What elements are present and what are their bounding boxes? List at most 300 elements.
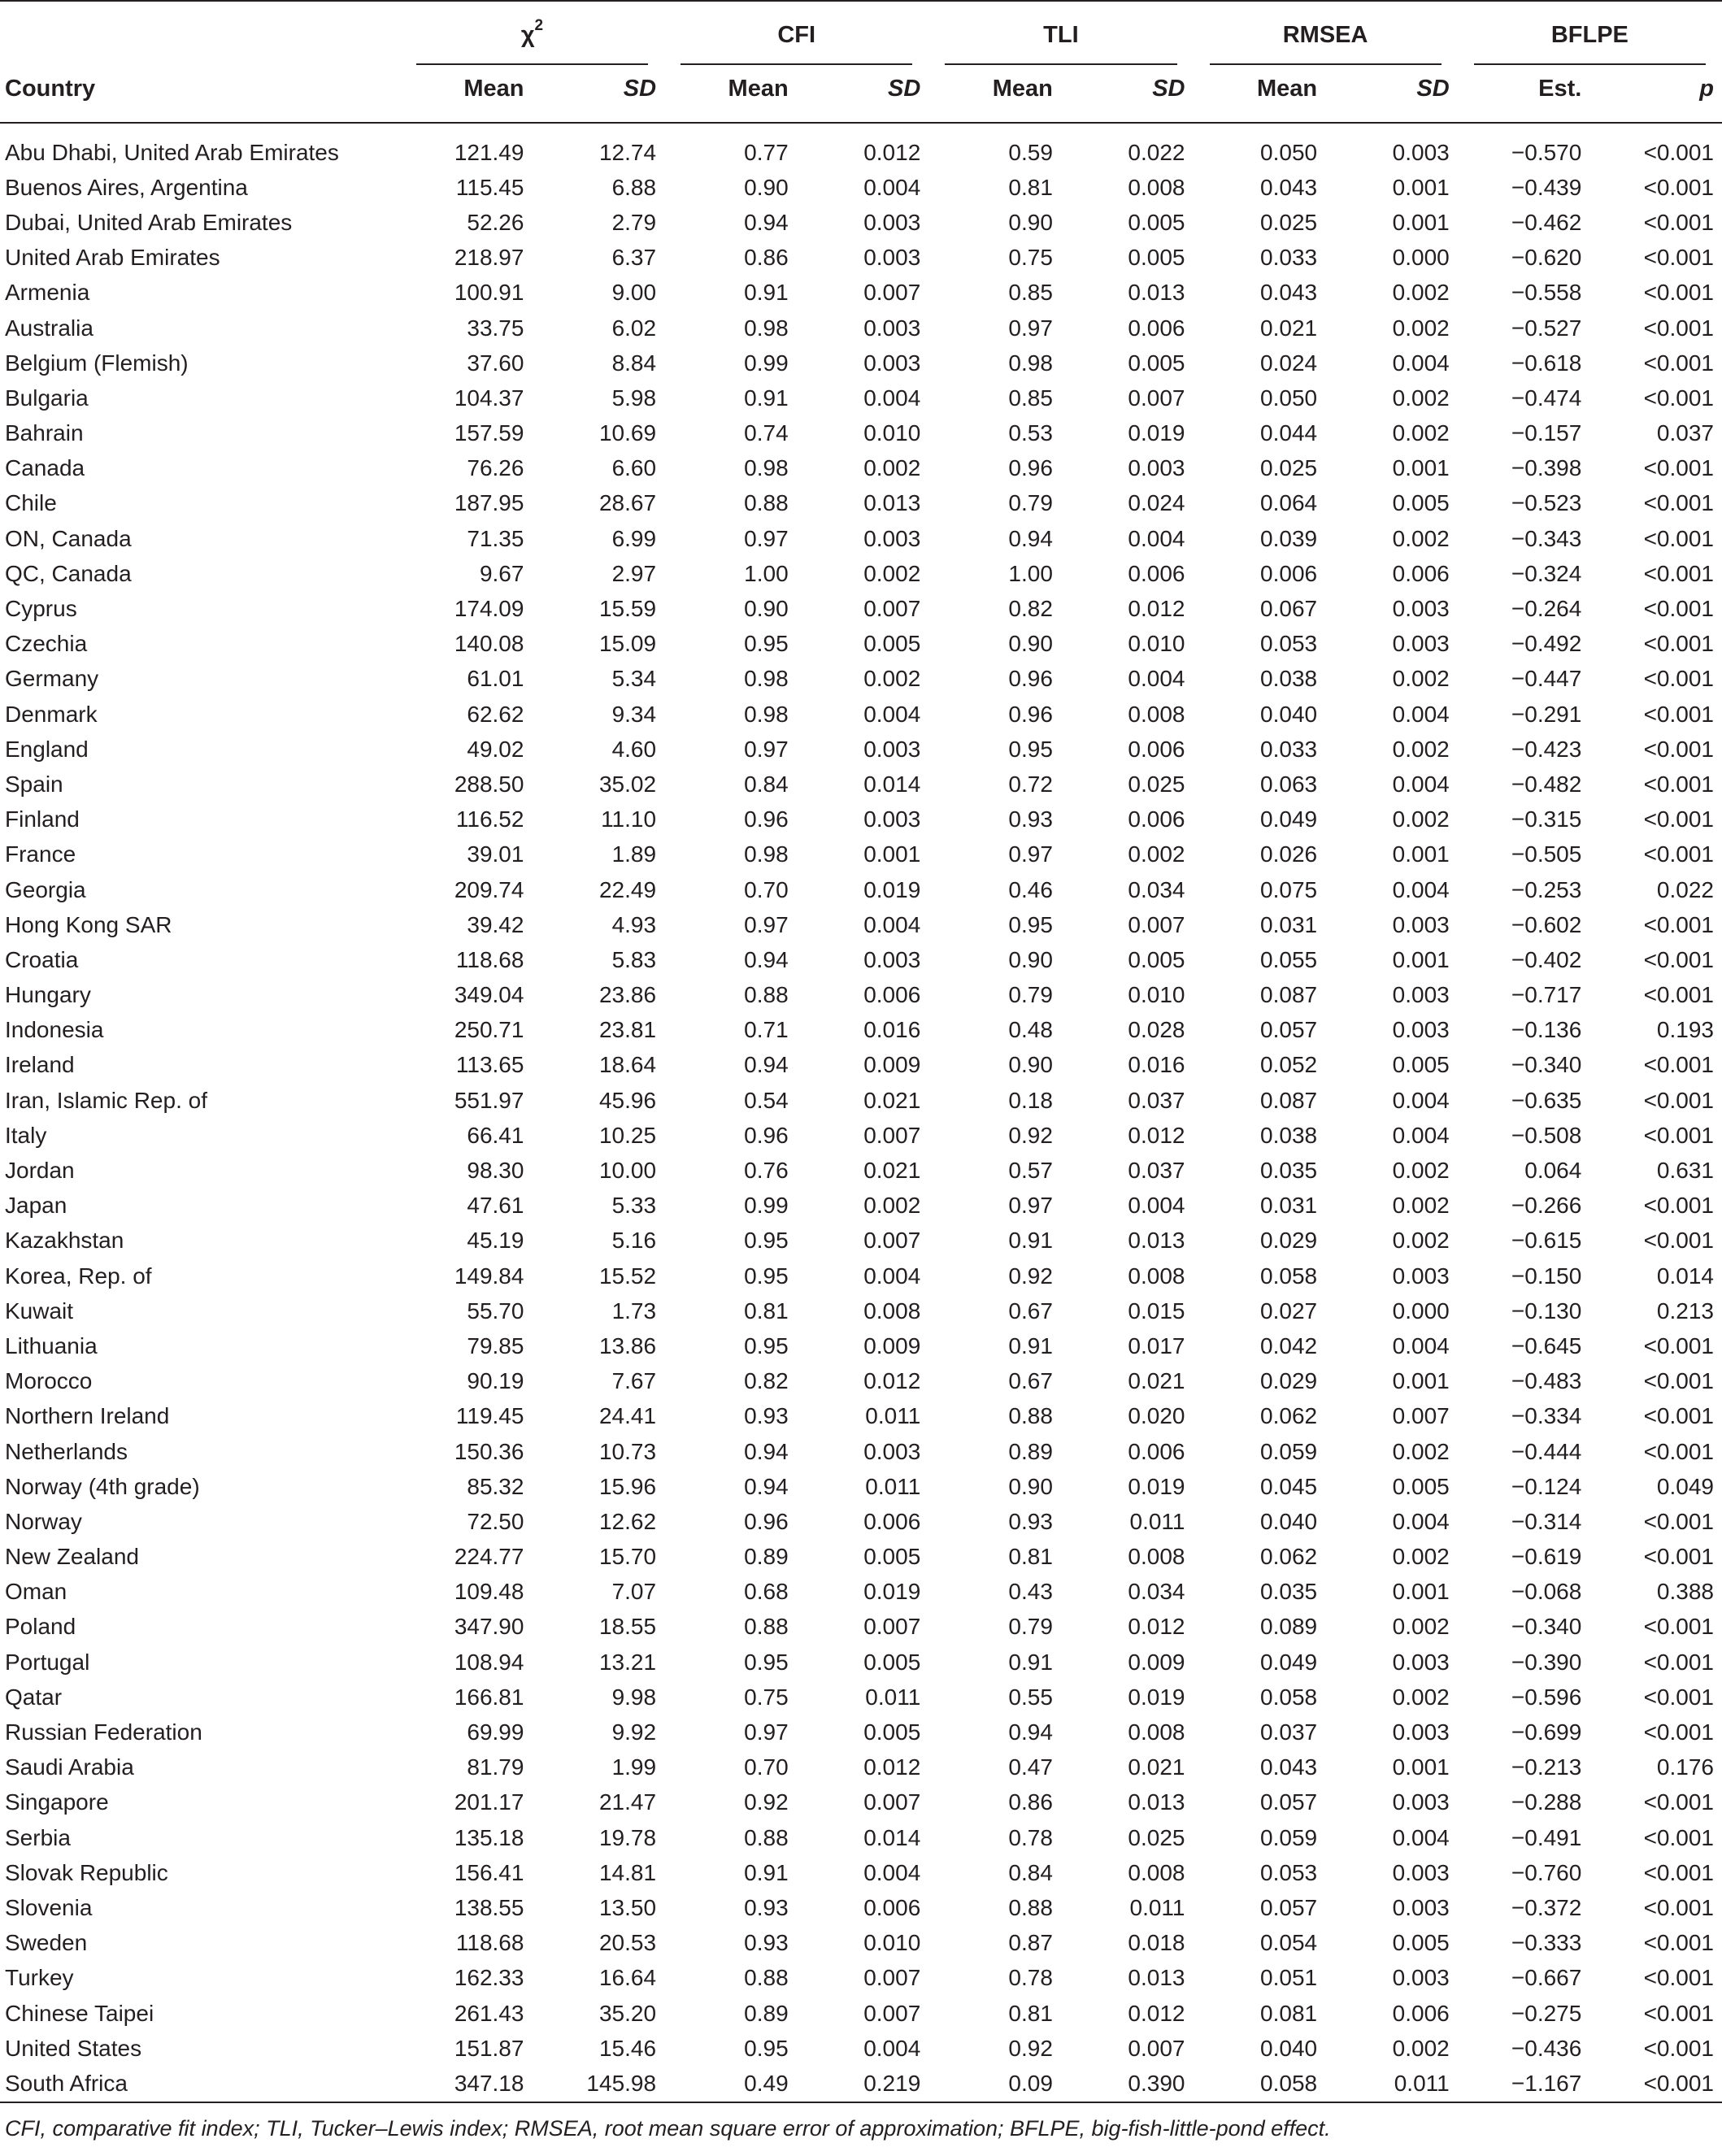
cell-rmsea-mean: 0.035 [1260,1158,1318,1184]
cell-rmsea-mean: 0.025 [1260,455,1318,481]
cell-cfi-mean: 0.93 [744,1930,789,1956]
cell-cfi-sd: 0.004 [863,1263,921,1289]
cell-bflpe-p: <0.001 [1643,1965,1714,1991]
cell-bflpe-est: 0.064 [1524,1158,1582,1184]
cell-rmsea-sd: 0.002 [1392,806,1450,832]
column-header-rmsea-sd: SD [1416,75,1450,102]
cell-cfi-sd: 0.002 [863,666,921,692]
cell-chi2-sd: 28.67 [598,490,657,516]
cell-tli-sd: 0.006 [1128,1438,1185,1464]
cell-country: Buenos Aires, Argentina [5,174,248,200]
cell-cfi-sd: 0.003 [863,245,921,271]
cell-chi2-sd: 35.02 [598,771,657,797]
cell-bflpe-est: −0.618 [1511,350,1582,376]
table-row [0,1083,1722,1118]
cell-cfi-sd: 0.021 [863,1087,921,1113]
cell-country: Norway (4th grade) [5,1473,200,1499]
cell-rmsea-sd: 0.000 [1392,245,1450,271]
cell-cfi-mean: 0.99 [744,1193,789,1219]
cell-chi2-mean: 201.17 [454,1789,524,1815]
cell-tli-mean: 0.97 [1008,841,1053,867]
cell-country: Denmark [5,701,98,727]
cell-rmsea-mean: 0.040 [1260,701,1318,727]
table-row [0,732,1722,767]
cell-cfi-sd: 0.007 [863,2000,921,2026]
cell-bflpe-est: −0.491 [1511,1824,1582,1850]
cell-bflpe-est: −0.340 [1511,1614,1582,1640]
cell-tli-sd: 0.025 [1128,1824,1185,1850]
cell-rmsea-mean: 0.053 [1260,631,1318,657]
cell-chi2-sd: 10.25 [598,1122,657,1148]
cell-rmsea-mean: 0.055 [1260,946,1318,972]
cell-chi2-sd: 10.69 [598,420,657,446]
cell-tli-sd: 0.013 [1128,1965,1185,1991]
cell-bflpe-p: <0.001 [1643,209,1714,235]
cell-rmsea-mean: 0.031 [1260,911,1318,937]
cell-tli-mean: 0.93 [1008,806,1053,832]
cell-cfi-mean: 0.98 [744,455,789,481]
cell-tli-mean: 0.87 [1008,1930,1053,1956]
cell-rmsea-sd: 0.003 [1392,982,1450,1008]
cell-rmsea-sd: 0.002 [1392,315,1450,341]
cell-cfi-sd: 0.011 [865,1684,921,1710]
table-row [0,1715,1722,1750]
cell-chi2-sd: 145.98 [586,2070,657,2096]
cell-bflpe-p: <0.001 [1643,525,1714,551]
cell-cfi-mean: 0.97 [744,525,789,551]
cell-cfi-sd: 0.012 [863,1754,921,1780]
cell-cfi-sd: 0.021 [863,1158,921,1184]
cell-country: Sweden [5,1930,88,1956]
cell-cfi-sd: 0.003 [863,525,921,551]
header-rule [0,123,1722,135]
cell-rmsea-sd: 0.003 [1392,1965,1450,1991]
cell-country: Japan [5,1193,67,1219]
cell-country: South Africa [5,2070,128,2096]
cell-rmsea-mean: 0.064 [1260,490,1318,516]
table-row [0,1820,1722,1855]
cell-bflpe-p: <0.001 [1643,174,1714,200]
cell-bflpe-p: <0.001 [1643,911,1714,937]
table-row [0,1785,1722,1820]
cell-tli-sd: 0.008 [1128,1263,1185,1289]
cell-cfi-sd: 0.004 [863,385,921,411]
cell-country: Belgium (Flemish) [5,350,189,376]
cell-rmsea-sd: 0.002 [1392,1438,1450,1464]
cell-rmsea-sd: 0.001 [1392,209,1450,235]
table-row [0,346,1722,380]
cell-rmsea-mean: 0.062 [1260,1403,1318,1429]
group-header-cfi: CFI [664,15,928,55]
cell-chi2-sd: 23.86 [598,982,657,1008]
cell-rmsea-sd: 0.003 [1392,1649,1450,1675]
cell-tli-sd: 0.017 [1128,1332,1185,1358]
cell-chi2-sd: 9.92 [611,1719,657,1745]
cell-bflpe-est: −0.314 [1511,1508,1582,1534]
cell-tli-mean: 0.55 [1008,1684,1053,1710]
cell-cfi-sd: 0.019 [863,1579,921,1605]
cell-rmsea-mean: 0.026 [1260,841,1318,867]
cell-cfi-mean: 0.88 [744,1614,789,1640]
cell-rmsea-sd: 0.001 [1392,174,1450,200]
table-row [0,170,1722,205]
cell-cfi-sd: 0.007 [863,1122,921,1148]
cell-chi2-mean: 104.37 [454,385,524,411]
cell-chi2-mean: 37.60 [467,350,524,376]
cell-rmsea-mean: 0.044 [1260,420,1318,446]
cell-rmsea-mean: 0.039 [1260,525,1318,551]
cell-tli-mean: 0.90 [1008,1473,1053,1499]
group-header-tli: TLI [928,15,1193,55]
cell-tli-mean: 0.57 [1008,1158,1053,1184]
cell-rmsea-sd: 0.002 [1392,736,1450,762]
cell-rmsea-sd: 0.004 [1392,1824,1450,1850]
cell-bflpe-p: <0.001 [1643,280,1714,306]
cell-rmsea-mean: 0.043 [1260,280,1318,306]
cell-chi2-sd: 2.79 [611,209,657,235]
cell-bflpe-p: <0.001 [1643,1052,1714,1078]
cell-country: Canada [5,455,85,481]
cell-tli-mean: 0.96 [1008,666,1053,692]
cell-tli-sd: 0.012 [1128,1614,1185,1640]
cell-tli-mean: 0.75 [1008,245,1053,271]
cell-bflpe-est: −0.390 [1511,1649,1582,1675]
cell-rmsea-mean: 0.006 [1260,560,1318,586]
cell-tli-mean: 0.96 [1008,455,1053,481]
cell-bflpe-p: <0.001 [1643,1789,1714,1815]
cell-tli-sd: 0.009 [1128,1649,1185,1675]
cell-rmsea-mean: 0.089 [1260,1614,1318,1640]
cell-chi2-mean: 118.68 [455,946,524,972]
cell-cfi-mean: 0.98 [744,666,789,692]
cell-rmsea-mean: 0.035 [1260,1579,1318,1605]
cell-chi2-sd: 6.88 [611,174,657,200]
cell-country: Lithuania [5,1332,98,1358]
cell-bflpe-est: −0.398 [1511,455,1582,481]
cell-rmsea-mean: 0.057 [1260,1894,1318,1920]
cell-chi2-mean: 90.19 [467,1368,524,1394]
cell-tli-mean: 0.85 [1008,280,1053,306]
column-header-bflpe-p: p [1699,75,1714,102]
table-row [0,1399,1722,1434]
cell-rmsea-mean: 0.040 [1260,2035,1318,2061]
cell-cfi-sd: 0.011 [865,1473,921,1499]
cell-tli-mean: 0.43 [1008,1579,1053,1605]
cell-bflpe-p: <0.001 [1643,1368,1714,1394]
cell-cfi-sd: 0.002 [863,1193,921,1219]
cell-bflpe-p: 0.014 [1656,1263,1714,1289]
cell-cfi-mean: 0.90 [744,596,789,622]
cell-tli-mean: 0.92 [1008,2035,1053,2061]
cell-chi2-sd: 6.02 [611,315,657,341]
cell-rmsea-mean: 0.051 [1260,1965,1318,1991]
cell-tli-mean: 0.78 [1008,1824,1053,1850]
cell-rmsea-sd: 0.004 [1392,876,1450,902]
cell-rmsea-sd: 0.011 [1394,2070,1450,2096]
cell-chi2-mean: 156.41 [454,1859,524,1885]
cell-country: Georgia [5,876,86,902]
cell-rmsea-mean: 0.021 [1260,315,1318,341]
cell-chi2-sd: 18.55 [598,1614,657,1640]
cell-bflpe-est: −0.275 [1511,2000,1582,2026]
cell-rmsea-sd: 0.000 [1392,1298,1450,1324]
cell-cfi-mean: 0.91 [744,280,789,306]
cell-bflpe-p: <0.001 [1643,946,1714,972]
cell-bflpe-est: −0.474 [1511,385,1582,411]
cell-rmsea-sd: 0.002 [1392,1228,1450,1254]
cell-tli-mean: 0.09 [1008,2070,1053,2096]
cell-bflpe-p: <0.001 [1643,1087,1714,1113]
cell-cfi-mean: 0.68 [744,1579,789,1605]
cell-chi2-mean: 174.09 [454,596,524,622]
cell-chi2-mean: 49.02 [467,736,524,762]
cell-chi2-sd: 6.60 [611,455,657,481]
cell-bflpe-est: −0.334 [1511,1403,1582,1429]
cell-tli-sd: 0.005 [1128,209,1185,235]
cell-bflpe-est: −0.253 [1511,876,1582,902]
table-row [0,1996,1722,2031]
cell-rmsea-mean: 0.087 [1260,982,1318,1008]
cell-rmsea-sd: 0.002 [1392,1193,1450,1219]
cell-chi2-mean: 113.65 [455,1052,524,1078]
cell-tli-sd: 0.008 [1128,1544,1185,1570]
cell-bflpe-p: 0.049 [1656,1473,1714,1499]
cell-cfi-sd: 0.009 [863,1332,921,1358]
cell-chi2-sd: 9.98 [611,1684,657,1710]
cell-tli-mean: 0.84 [1008,1859,1053,1885]
cell-bflpe-est: −0.619 [1511,1544,1582,1570]
cell-bflpe-p: 0.388 [1656,1579,1714,1605]
cell-country: Northern Ireland [5,1403,170,1429]
cell-cfi-sd: 0.004 [863,2035,921,2061]
table-row [0,697,1722,732]
cell-country: France [5,841,76,867]
cell-tli-mean: 0.46 [1008,876,1053,902]
cell-chi2-mean: 55.70 [467,1298,524,1324]
cell-tli-sd: 0.008 [1128,701,1185,727]
cell-bflpe-est: −0.596 [1511,1684,1582,1710]
column-header-chi2-mean: Mean [463,75,524,102]
group-header-chi2: $\chi^2$ [400,15,664,55]
cell-tli-mean: 0.79 [1008,982,1053,1008]
cell-chi2-sd: 4.60 [611,736,657,762]
cell-cfi-sd: 0.010 [863,1930,921,1956]
cell-rmsea-mean: 0.031 [1260,1193,1318,1219]
cell-cfi-sd: 0.004 [863,701,921,727]
cell-rmsea-mean: 0.033 [1260,736,1318,762]
cell-chi2-mean: 288.50 [454,771,524,797]
cell-chi2-mean: 209.74 [454,876,524,902]
cell-tli-sd: 0.028 [1128,1017,1185,1043]
cell-bflpe-p: <0.001 [1643,2035,1714,2061]
top-rule [0,1,1722,15]
cell-country: United States [5,2035,142,2061]
cell-chi2-sd: 15.70 [598,1544,657,1570]
cell-country: Portugal [5,1649,90,1675]
cell-rmsea-mean: 0.024 [1260,350,1318,376]
cell-bflpe-est: −0.699 [1511,1719,1582,1745]
cell-bflpe-p: <0.001 [1643,315,1714,341]
cell-rmsea-sd: 0.002 [1392,1684,1450,1710]
cell-cfi-mean: 0.96 [744,806,789,832]
cell-cfi-sd: 0.006 [863,1508,921,1534]
cell-cfi-mean: 0.70 [744,876,789,902]
cell-bflpe-est: −0.523 [1511,490,1582,516]
cell-cfi-mean: 0.88 [744,490,789,516]
cell-bflpe-p: <0.001 [1643,1649,1714,1675]
cell-rmsea-mean: 0.040 [1260,1508,1318,1534]
cell-tli-mean: 0.90 [1008,209,1053,235]
cell-tli-sd: 0.002 [1128,841,1185,867]
cell-chi2-sd: 18.64 [598,1052,657,1078]
cell-bflpe-p: <0.001 [1643,1228,1714,1254]
table-row [0,205,1722,240]
cell-tli-sd: 0.013 [1128,1789,1185,1815]
cell-chi2-sd: 6.37 [611,245,657,271]
cell-rmsea-sd: 0.001 [1392,841,1450,867]
cell-chi2-sd: 13.21 [598,1649,657,1675]
cell-chi2-mean: 151.87 [454,2035,524,2061]
cell-bflpe-est: −0.343 [1511,525,1582,551]
cell-tli-mean: 0.95 [1008,736,1053,762]
cell-chi2-mean: 119.45 [455,1403,524,1429]
cell-rmsea-sd: 0.005 [1392,1930,1450,1956]
cell-chi2-sd: 7.67 [611,1368,657,1394]
cell-bflpe-est: −0.717 [1511,982,1582,1008]
cell-country: Kazakhstan [5,1228,124,1254]
cell-cfi-mean: 0.93 [744,1894,789,1920]
cell-bflpe-est: −1.167 [1511,2070,1582,2096]
cell-bflpe-p: <0.001 [1643,1403,1714,1429]
cell-rmsea-sd: 0.003 [1392,1789,1450,1815]
cell-tli-sd: 0.012 [1128,596,1185,622]
column-header-tli-sd: SD [1152,75,1185,102]
cell-cfi-mean: 0.88 [744,1824,789,1850]
cell-rmsea-sd: 0.002 [1392,2035,1450,2061]
cell-tli-sd: 0.024 [1128,490,1185,516]
cell-rmsea-sd: 0.002 [1392,1158,1450,1184]
cell-bflpe-est: −0.436 [1511,2035,1582,2061]
cell-chi2-sd: 8.84 [611,350,657,376]
cell-bflpe-est: −0.423 [1511,736,1582,762]
cell-cfi-sd: 0.007 [863,1965,921,1991]
cell-country: Oman [5,1579,67,1605]
cell-tli-sd: 0.390 [1128,2070,1185,2096]
cell-tli-sd: 0.005 [1128,245,1185,271]
column-header-cfi-sd: SD [887,75,921,102]
table-row [0,1645,1722,1680]
cell-tli-mean: 0.89 [1008,1438,1053,1464]
cell-bflpe-p: 0.037 [1656,420,1714,446]
cell-rmsea-mean: 0.038 [1260,666,1318,692]
cell-chi2-sd: 15.59 [598,596,657,622]
cell-bflpe-p: <0.001 [1643,631,1714,657]
cell-bflpe-est: −0.667 [1511,1965,1582,1991]
cell-bflpe-est: −0.482 [1511,771,1582,797]
cell-country: Slovak Republic [5,1859,168,1885]
table-row [0,451,1722,486]
cell-rmsea-sd: 0.004 [1392,1122,1450,1148]
cell-country: Australia [5,315,93,341]
cell-bflpe-p: <0.001 [1643,455,1714,481]
cell-chi2-sd: 14.81 [598,1859,657,1885]
cell-rmsea-mean: 0.037 [1260,1719,1318,1745]
table-row [0,416,1722,451]
cell-cfi-sd: 0.004 [863,1859,921,1885]
cell-bflpe-p: <0.001 [1643,245,1714,271]
table-row [0,802,1722,837]
cell-chi2-mean: 150.36 [454,1438,524,1464]
cell-rmsea-sd: 0.003 [1392,1017,1450,1043]
group-header-blank [0,15,400,55]
cell-cfi-mean: 0.86 [744,245,789,271]
cell-rmsea-mean: 0.087 [1260,1087,1318,1113]
cell-rmsea-sd: 0.005 [1392,490,1450,516]
cell-cfi-mean: 0.71 [744,1017,789,1043]
cell-chi2-mean: 347.90 [454,1614,524,1640]
table-row [0,1224,1722,1258]
cell-rmsea-mean: 0.059 [1260,1438,1318,1464]
cell-chi2-mean: 52.26 [467,209,524,235]
cell-chi2-mean: 349.04 [454,982,524,1008]
cell-bflpe-est: −0.340 [1511,1052,1582,1078]
cell-cfi-mean: 0.97 [744,911,789,937]
cell-tli-sd: 0.013 [1128,280,1185,306]
cell-tli-sd: 0.005 [1128,350,1185,376]
cell-rmsea-sd: 0.003 [1392,911,1450,937]
cell-country: ON, Canada [5,525,132,551]
cell-chi2-sd: 15.96 [598,1473,657,1499]
cell-cfi-mean: 0.97 [744,736,789,762]
cell-cfi-sd: 0.011 [865,1403,921,1429]
cell-chi2-mean: 76.26 [467,455,524,481]
cell-country: Morocco [5,1368,93,1394]
cell-rmsea-sd: 0.001 [1392,1368,1450,1394]
cell-bflpe-est: −0.288 [1511,1789,1582,1815]
cell-bflpe-est: −0.558 [1511,280,1582,306]
cell-chi2-mean: 261.43 [454,2000,524,2026]
cell-rmsea-sd: 0.004 [1392,1508,1450,1534]
cell-chi2-mean: 9.67 [479,560,524,586]
cell-cfi-mean: 0.94 [744,209,789,235]
table-row [0,1258,1722,1293]
cell-chi2-sd: 23.81 [598,1017,657,1043]
cell-cfi-mean: 0.94 [744,1052,789,1078]
cell-tli-sd: 0.006 [1128,736,1185,762]
cell-tli-sd: 0.016 [1128,1052,1185,1078]
cell-tli-sd: 0.013 [1128,1228,1185,1254]
cell-rmsea-sd: 0.004 [1392,1087,1450,1113]
cell-rmsea-sd: 0.004 [1392,350,1450,376]
cell-bflpe-p: <0.001 [1643,350,1714,376]
cell-rmsea-sd: 0.002 [1392,385,1450,411]
cell-bflpe-est: −0.372 [1511,1894,1582,1920]
cell-tli-mean: 0.90 [1008,631,1053,657]
cell-cfi-sd: 0.005 [863,1544,921,1570]
cell-country: Finland [5,806,80,832]
cell-tli-mean: 0.86 [1008,1789,1053,1815]
column-header-country: Country [5,75,96,102]
cell-bflpe-est: −0.602 [1511,911,1582,937]
cell-chi2-mean: 33.75 [467,315,524,341]
cell-chi2-mean: 551.97 [454,1087,524,1113]
cell-chi2-mean: 115.45 [455,174,524,200]
cell-cfi-sd: 0.010 [863,420,921,446]
cell-tli-sd: 0.015 [1128,1298,1185,1324]
cell-cfi-mean: 0.93 [744,1403,789,1429]
cell-cfi-sd: 0.013 [863,490,921,516]
cell-chi2-mean: 162.33 [454,1965,524,1991]
